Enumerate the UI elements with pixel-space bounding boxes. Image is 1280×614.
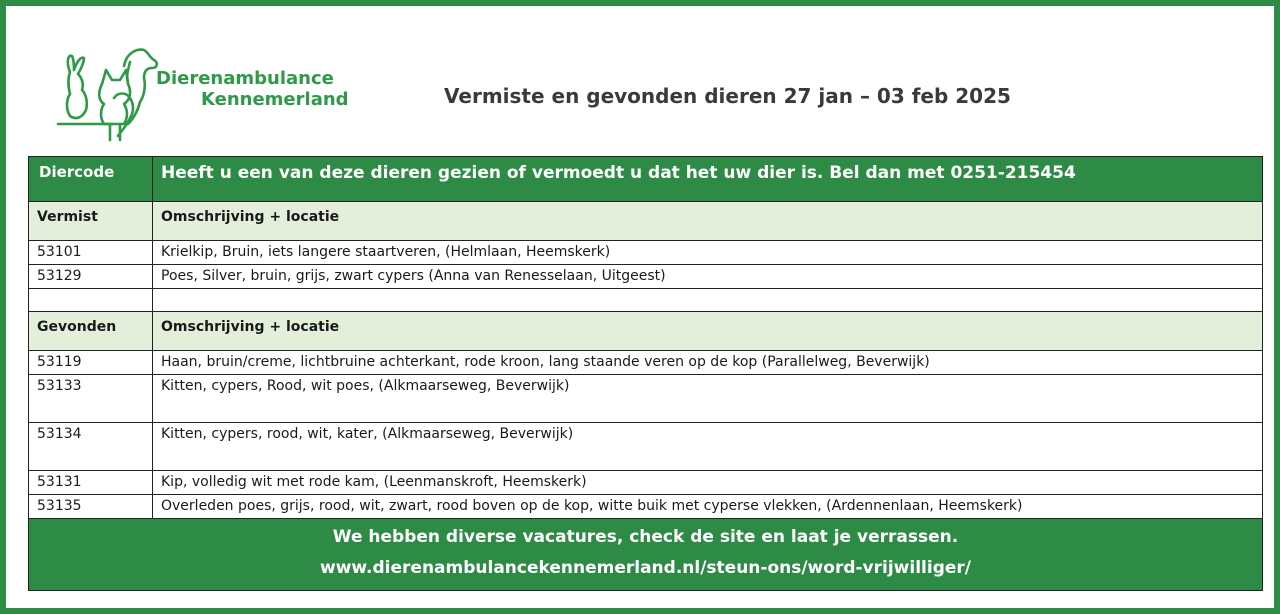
- volunteer-link[interactable]: www.dierenambulancekennemerland.nl/steun-ons/word-vrijwilliger/: [320, 558, 971, 578]
- empty-cell: [29, 289, 153, 312]
- brand-name: [156, 68, 349, 110]
- table-row: [29, 265, 1263, 289]
- table-row-empty: [29, 289, 1263, 312]
- gevonden-column-label: Omschrijving + locatie: [153, 312, 1263, 351]
- vacancy-cell: [29, 519, 1263, 591]
- gevonden-section-header: [29, 312, 1263, 351]
- brand-name-line1: Dierenambulance: [156, 68, 334, 89]
- animal-code: 53101: [29, 241, 153, 265]
- vacancy-footer: [29, 519, 1263, 591]
- vermist-section-header: [29, 202, 1263, 241]
- animal-description: Poes, Silver, bruin, grijs, zwart cypers (Anna van Renesselaan, Uitgeest): [153, 265, 1263, 289]
- animal-description: Kitten, cypers, Rood, wit poes, (Alkmaarseweg, Beverwijk): [153, 375, 1263, 423]
- animal-code: 53133: [29, 375, 153, 423]
- empty-cell: [153, 289, 1263, 312]
- table-row: [29, 241, 1263, 265]
- table-header-row: [29, 157, 1263, 202]
- animal-code: 53135: [29, 495, 153, 519]
- page-title: Vermiste en gevonden dieren 27 jan – 03 feb 2025: [444, 84, 1011, 108]
- vacancy-text: We hebben diverse vacatures, check de site en laat je verrassen.: [332, 527, 959, 547]
- animal-description: Overleden poes, grijs, rood, wit, zwart, rood boven op de kop, witte buik met cyperse vlekken, (Ardennenlaan, Heemskerk): [153, 495, 1263, 519]
- animal-description: Krielkip, Bruin, iets langere staartveren, (Helmlaan, Heemskerk): [153, 241, 1263, 265]
- animal-code: 53119: [29, 351, 153, 375]
- animal-description: Kip, volledig wit met rode kam, (Leenmanskroft, Heemskerk): [153, 471, 1263, 495]
- animals-logo-icon: [54, 40, 164, 150]
- gevonden-label: Gevonden: [29, 312, 153, 351]
- vermist-column-label: Omschrijving + locatie: [153, 202, 1263, 241]
- diercode-header: Diercode: [29, 157, 153, 202]
- table-row: [29, 351, 1263, 375]
- brand-name-line2: Kennemerland: [201, 89, 349, 110]
- table-row: [29, 375, 1263, 423]
- table-row: [29, 471, 1263, 495]
- vermist-label: Vermist: [29, 202, 153, 241]
- animal-code: 53129: [29, 265, 153, 289]
- call-instruction: Heeft u een van deze dieren gezien of vermoedt u dat het uw dier is. Bel dan met 0251-215454: [153, 157, 1263, 202]
- brand-logo[interactable]: [54, 40, 374, 150]
- table-row: [29, 495, 1263, 519]
- animal-description: Kitten, cypers, rood, wit, kater, (Alkmaarseweg, Beverwijk): [153, 423, 1263, 471]
- table-row: [29, 423, 1263, 471]
- animal-code: 53131: [29, 471, 153, 495]
- animal-description: Haan, bruin/creme, lichtbruine achterkant, rode kroon, lang staande veren op de kop (Parallelweg, Beverwijk): [153, 351, 1263, 375]
- animal-code: 53134: [29, 423, 153, 471]
- animals-table: [28, 156, 1263, 591]
